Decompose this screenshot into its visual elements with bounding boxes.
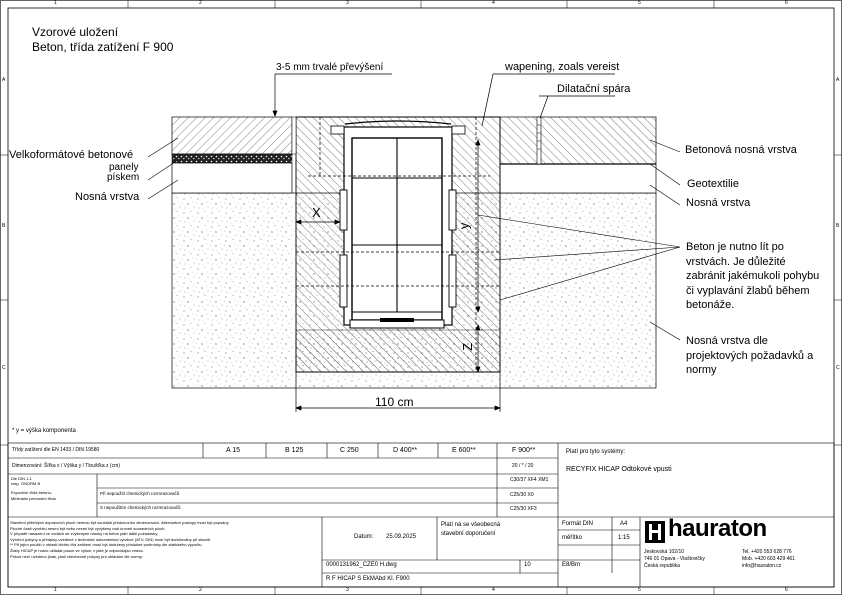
dim-y-label: y [456,222,472,230]
concrete-norm-2: resp. ÖNORM B [11,481,41,486]
left-base-course [172,163,292,193]
grid-col-1-bottom: 1 [54,587,57,593]
drawn-by: E8/Bm [562,562,581,568]
base-project-line-2: projektových požadavků a [686,349,814,362]
dimensions-value: 20 / * / 20 [512,463,534,469]
layers-note-line-3: zabránit jakémukoli pohybu [686,270,820,282]
address-line-3: Česká republika [644,563,680,569]
exposure-label-1: Expoziční třída betonu, [11,490,52,495]
note-7: Pokud není uvedeno jinak, platí všeobecné pokyny pro ukládání dle normy. [10,553,143,559]
layers-note-line-5: betonáže. [686,299,735,311]
document-number: 0000131962_CZE0 H.dwg [326,562,397,568]
base-right-label: Nosná vrstva [686,197,751,209]
note-5: ** Při jejím použití v oblasti těchto tříd zatížení musí být dodrženy příslušné podmínky dle statického výpočtu. [10,542,203,548]
base-project-note [686,334,813,378]
class-d400: D 400** [393,447,418,454]
grid-col-6: 6 [785,0,788,6]
grid-row-a-right: A [836,77,840,83]
left-concrete-slab [172,117,292,154]
grid-row-a: A [2,77,6,83]
email-link[interactable]: info@hauraton.cz [742,563,782,569]
drawing-subtitle: Beton, třída zatížení F 900 [32,40,174,54]
geotextile-label: Geotextilie [687,178,739,190]
class-a15: A 15 [226,447,241,454]
revision: 10 [524,562,531,568]
grid-col-2: 2 [199,0,202,6]
note-4: Výrobní pokyny a předpisy uvedené v technické dokumentaci výrobce (ATV, DIN) musí být dodržovány při stavbě. [10,536,212,542]
class-e600: E 600** [452,447,476,454]
right-concrete-slab [500,117,656,164]
slabs-label-2: panely [109,162,139,173]
valid-for-label: Platí pro tyto systémy: [566,449,626,455]
dim-x-label: X [312,205,321,220]
format-value: A4 [620,521,628,527]
dim-z-label: Z [460,342,476,351]
grid-col-4-bottom: 4 [492,587,495,593]
layers-note-line-4: či vyplavání žlabů během [686,284,810,297]
address-line-2: 746 01 Opava - Vlaštovičky [644,556,705,562]
grid-col-1: 1 [54,0,57,6]
slabs-label-3: pískem [107,172,140,183]
class-b125: B 125 [285,447,304,454]
date-value: 25.09.2025 [386,534,417,540]
class-c250: C 250 [340,447,359,454]
grid-row-c-right: C [836,365,840,371]
exposure-2: C25/30 X0 [510,492,534,498]
brand-name: hauraton [668,515,767,542]
grid-col-5-bottom: 5 [638,587,641,593]
mobile: Mob. +420 603 429 461 [742,556,795,562]
issue-text-1: Platí ná se všeobecná [441,522,501,528]
rebar-label: wapening, zoals vereist [505,61,620,73]
layers-note [686,240,819,313]
joint-label: Dilatační spára [557,83,631,95]
layers-note-line-1: Beton je nutno lít po [686,241,784,253]
note-6: Žlaby HICAP je nutno ukládat pouze ve výšce, v jaké je odpovídající vrstva. [10,547,144,553]
grid-col-2-bottom: 2 [199,587,202,593]
grid-col-5: 5 [638,0,641,6]
note-3: V případě nasazení ve vodách se zvýšenými nároky na beton platí další požadavky. [10,531,159,537]
slabs-label-1: Velkoformátové betonové [9,149,134,161]
exposure-1: C30/37 XF4 XM1 [510,477,549,483]
base-left-label: Nosná vrstva [75,191,140,203]
note-2: Ploché části výrobku nesmí být nebo nesmí být vyvýšeny nad úroveň sousedních ploch. [10,525,166,531]
row-without-deicer: Při nepoužití chemických rozmrazovačů [100,491,180,496]
right-geotextile-layer [500,164,656,193]
scale-value: 1:15 [618,535,630,541]
note-1: Stavební přilehlých dopravních ploch nemusí být součástí předchozího dimenzování. Alternativní postupy musí být popsány [10,520,229,525]
grid-row-c: C [2,365,6,371]
grid-row-b-right: B [836,223,840,229]
date-label: Datum: [354,534,374,540]
class-f900: F 900** [512,447,536,454]
issue-text-2: stavební doporučení [441,531,496,537]
row-with-deicer: S nepoužitím chemických rozmrazovačů [100,505,181,510]
raise-label: 3-5 mm trvalé převýšení [276,62,384,73]
layers-note-line-2: vrstvách. Je důležité [686,255,786,268]
base-project-line-1: Nosná vrstva dle [686,335,768,347]
address-line-1: Jeskovská 102/10 [644,549,685,555]
system-name: RECYFIX HICAP Odtokové vpusti [566,466,672,473]
grid-col-6-bottom: 6 [785,587,788,593]
concrete-norm-1: Dle DIN 1-1 [11,476,32,481]
phone: Tel. +420 553 628 776 [742,549,792,555]
base-project-line-3: normy [686,364,717,376]
exposure-3: C25/30 XF3 [510,506,537,512]
load-class-label: Třídy zatížení dle EN 1433 / DIN 19580 [12,447,100,453]
footnote: * y = výška komponenta [12,428,76,434]
concrete-base-label: Betonová nosná vrstva [685,144,797,156]
grid-row-b: B [2,223,6,229]
grid-col-3-bottom: 3 [346,587,349,593]
left-sand-bed [172,154,292,163]
file-name: R F HICAP S EkMAbd Kl. F900 [326,576,410,582]
exposure-label-2: Minimální pevnostní třída [11,496,56,501]
width-label: 110 cm [375,395,414,409]
notes-block [10,520,318,559]
grid-col-4: 4 [492,0,495,6]
format-label: Formát DIN [562,521,594,527]
drawing-title: Vzorové uložení [32,25,119,39]
grid-col-3: 3 [346,0,349,6]
scale-label: měřítko [562,535,583,541]
hauraton-logo-icon [645,521,665,543]
dimensions-label: Dimenzování: Šířka x / Výška y / Tloušťka z (cm) [12,463,120,469]
